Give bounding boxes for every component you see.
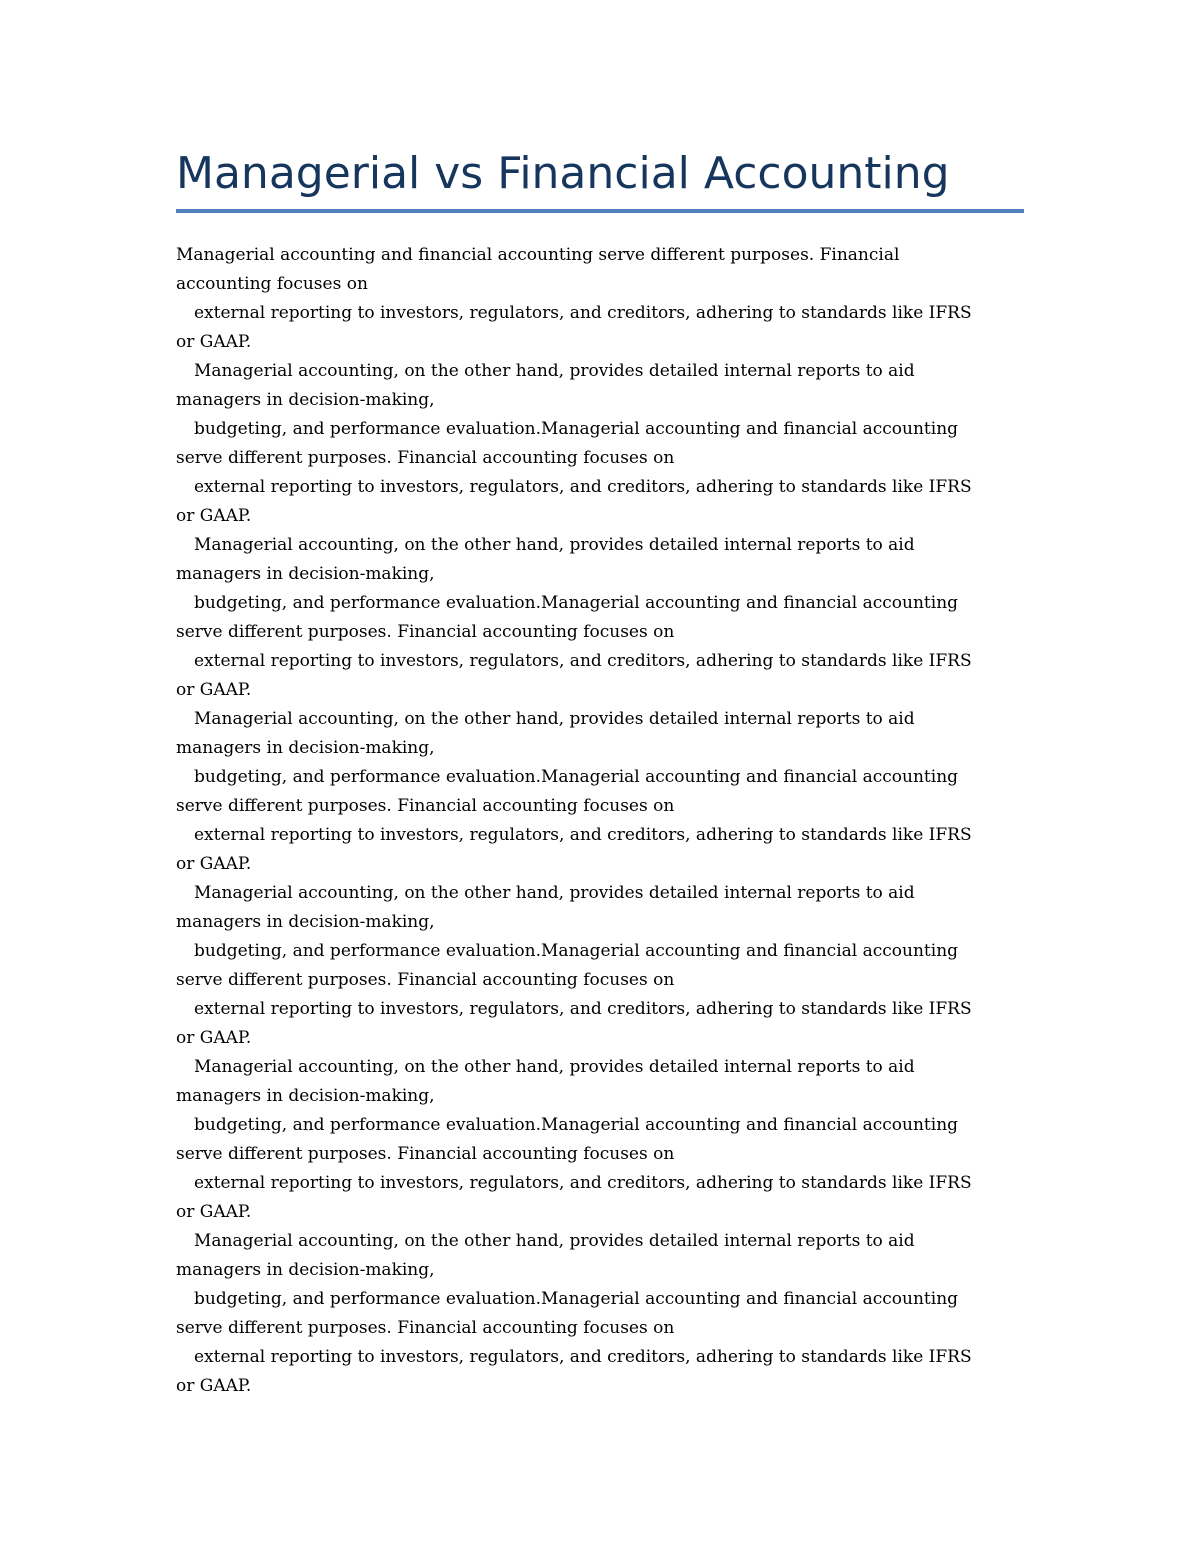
- body-text-line: Managerial accounting and financial accounting serve different purposes. Financial: [176, 245, 900, 265]
- body-text-line: budgeting, and performance evaluation.Managerial accounting and financial accounting: [194, 1115, 959, 1135]
- title-underline-divider: [176, 209, 1024, 213]
- body-text-line: Managerial accounting, on the other hand, provides detailed internal reports to aid: [194, 361, 915, 381]
- body-text-line: or GAAP.: [176, 1028, 252, 1048]
- body-text-line: managers in decision-making,: [176, 564, 435, 584]
- body-text-line: managers in decision-making,: [176, 912, 435, 932]
- document-body: [176, 241, 1036, 1401]
- body-text-line: budgeting, and performance evaluation.Managerial accounting and financial accounting: [194, 1289, 959, 1309]
- body-text-line: or GAAP.: [176, 1202, 252, 1222]
- body-text-line: external reporting to investors, regulators, and creditors, adhering to standards like IFRS: [194, 999, 972, 1019]
- page-title: Managerial vs Financial Accounting: [176, 148, 950, 199]
- body-text-line: managers in decision-making,: [176, 390, 435, 410]
- body-text-line: budgeting, and performance evaluation.Managerial accounting and financial accounting: [194, 941, 959, 961]
- body-text-line: external reporting to investors, regulators, and creditors, adhering to standards like IFRS: [194, 477, 972, 497]
- body-text-line: serve different purposes. Financial accounting focuses on: [176, 1318, 675, 1338]
- body-text-line: managers in decision-making,: [176, 1086, 435, 1106]
- body-text-line: serve different purposes. Financial accounting focuses on: [176, 1144, 675, 1164]
- body-text-line: budgeting, and performance evaluation.Managerial accounting and financial accounting: [194, 419, 959, 439]
- body-text-line: managers in decision-making,: [176, 738, 435, 758]
- body-text-line: budgeting, and performance evaluation.Managerial accounting and financial accounting: [194, 593, 959, 613]
- body-text-line: Managerial accounting, on the other hand, provides detailed internal reports to aid: [194, 883, 915, 903]
- body-text-line: serve different purposes. Financial accounting focuses on: [176, 796, 675, 816]
- body-text-line: or GAAP.: [176, 506, 252, 526]
- body-text-line: external reporting to investors, regulators, and creditors, adhering to standards like IFRS: [194, 1347, 972, 1367]
- body-text-line: serve different purposes. Financial accounting focuses on: [176, 970, 675, 990]
- body-text-line: external reporting to investors, regulators, and creditors, adhering to standards like IFRS: [194, 651, 972, 671]
- body-text-line: budgeting, and performance evaluation.Managerial accounting and financial accounting: [194, 767, 959, 787]
- body-text-line: Managerial accounting, on the other hand, provides detailed internal reports to aid: [194, 1231, 915, 1251]
- body-text-line: external reporting to investors, regulators, and creditors, adhering to standards like IFRS: [194, 303, 972, 323]
- body-text-line: or GAAP.: [176, 332, 252, 352]
- body-text-line: serve different purposes. Financial accounting focuses on: [176, 622, 675, 642]
- body-text-line: external reporting to investors, regulators, and creditors, adhering to standards like IFRS: [194, 1173, 972, 1193]
- body-text-line: Managerial accounting, on the other hand, provides detailed internal reports to aid: [194, 709, 915, 729]
- body-text-line: managers in decision-making,: [176, 1260, 435, 1280]
- body-text-line: or GAAP.: [176, 854, 252, 874]
- body-text-line: or GAAP.: [176, 680, 252, 700]
- body-text-line: serve different purposes. Financial accounting focuses on: [176, 448, 675, 468]
- body-text-line: accounting focuses on: [176, 274, 368, 294]
- body-text-line: external reporting to investors, regulators, and creditors, adhering to standards like IFRS: [194, 825, 972, 845]
- body-text-line: Managerial accounting, on the other hand, provides detailed internal reports to aid: [194, 535, 915, 555]
- body-text-line: or GAAP.: [176, 1376, 252, 1396]
- body-text-line: Managerial accounting, on the other hand, provides detailed internal reports to aid: [194, 1057, 915, 1077]
